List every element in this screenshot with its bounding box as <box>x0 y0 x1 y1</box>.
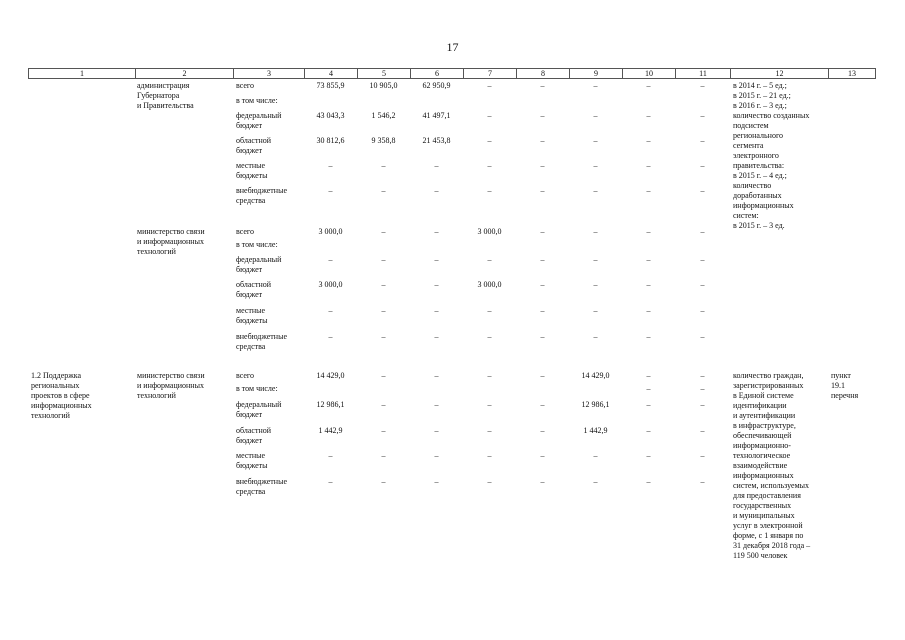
header-col-4: 4 <box>304 69 357 79</box>
value-cell: – <box>328 451 333 460</box>
dash-cell: – <box>700 81 705 90</box>
dash-cell: – <box>646 400 651 409</box>
dash-cell: – <box>700 451 705 460</box>
dash-cell: – <box>700 255 705 264</box>
header-col-12: 12 <box>730 69 828 79</box>
result-cell: количество граждан, зарегистрированных в Единой системе идентификации и аутентификации в инфраструктуре, обеспечивающей информационно- технологическое взаимодействие информационных систем, используемых для предоставления государственных и муниципальных услуг в электронной форме, с 1 января по 31 декабря 2018 года – 119 500 человек <box>733 371 811 560</box>
note-cell: пункт 19.1 перечня <box>831 371 859 400</box>
dash-cell: – <box>646 371 651 380</box>
dash-cell: – <box>700 306 705 315</box>
measure-cell: 1.2 Поддержка региональных проектов в сфере информационных технологий <box>31 371 92 420</box>
dash-cell: – <box>646 477 651 486</box>
value-cell: 3 000,0 <box>477 227 502 236</box>
dash-cell: – <box>646 227 651 236</box>
dash-cell: – <box>540 81 545 90</box>
row-label: внебюджетные средства <box>236 332 287 351</box>
header-col-8: 8 <box>516 69 569 79</box>
row-label: областной бюджет <box>236 426 272 445</box>
value-cell: 30 812,6 <box>316 136 345 145</box>
dash-cell: – <box>487 186 492 195</box>
dash-cell: – <box>487 426 492 435</box>
row-label: всего <box>236 371 255 380</box>
dash-cell: – <box>700 227 705 236</box>
header-col-10: 10 <box>622 69 675 79</box>
dash-cell: – <box>593 227 598 236</box>
dash-cell: – <box>700 186 705 195</box>
row-label: всего <box>236 81 255 90</box>
value-cell: 43 043,3 <box>316 111 345 120</box>
dash-cell: – <box>700 371 705 380</box>
dash-cell: – <box>540 477 545 486</box>
dash-cell: – <box>646 186 651 195</box>
value-cell: 3 000,0 <box>477 280 502 289</box>
dash-cell: – <box>487 451 492 460</box>
value-cell: – <box>487 332 492 341</box>
value-cell: – <box>434 332 439 341</box>
row-label: федеральный бюджет <box>236 400 282 419</box>
value-cell: – <box>434 280 439 289</box>
dash-cell: – <box>487 371 492 380</box>
value-cell: – <box>381 255 386 264</box>
value-cell: 73 855,9 <box>316 81 345 90</box>
dash-cell: – <box>593 81 598 90</box>
row-label: внебюджетные средства <box>236 477 287 496</box>
dash-cell: – <box>540 255 545 264</box>
dash-cell: – <box>540 280 545 289</box>
row-label: местные бюджеты <box>236 306 268 325</box>
value-cell: 9 358,8 <box>371 136 396 145</box>
dash-cell: – <box>540 332 545 341</box>
value-cell: 12 986,1 <box>316 400 345 409</box>
value-cell: 62 950,9 <box>422 81 451 90</box>
dash-cell: – <box>700 111 705 120</box>
dash-cell: – <box>434 426 439 435</box>
page-number: 17 <box>446 40 459 54</box>
dash-cell: – <box>700 384 705 393</box>
header-col-2: 2 <box>135 69 233 79</box>
dash-cell: – <box>487 400 492 409</box>
value-cell: 1 442,9 <box>318 426 343 435</box>
dash-cell: – <box>646 306 651 315</box>
dash-cell: – <box>381 451 386 460</box>
dash-cell: – <box>700 280 705 289</box>
dash-cell: – <box>700 477 705 486</box>
dash-cell: – <box>646 81 651 90</box>
header-col-6: 6 <box>410 69 463 79</box>
row-label: в том числе: <box>236 384 278 393</box>
dash-cell: – <box>700 332 705 341</box>
result-cell: в 2014 г. – 5 ед.; в 2015 г. – 21 ед.; в 2016 г. – 3 ед.; количество созданных подсистем регионального сегмента электронного правительства: в 2015 г. – 4 ед.; количество доработанных информационных систем: в 2015 г. – 3 ед. <box>733 81 810 230</box>
dash-cell: – <box>593 136 598 145</box>
value-cell: 3 000,0 <box>318 280 343 289</box>
value-cell: 14 429,0 <box>316 371 345 380</box>
row-label: областной бюджет <box>236 136 272 155</box>
value-cell: – <box>381 227 386 236</box>
dash-cell: – <box>700 400 705 409</box>
row-label: всего <box>236 227 255 236</box>
dash-cell: – <box>593 161 598 170</box>
value-cell: – <box>487 306 492 315</box>
header-col-7: 7 <box>463 69 516 79</box>
value-cell: – <box>487 255 492 264</box>
value-cell: – <box>381 332 386 341</box>
dash-cell: – <box>487 477 492 486</box>
value-cell: – <box>593 477 598 486</box>
row-label: внебюджетные средства <box>236 186 287 205</box>
value-cell: – <box>328 161 333 170</box>
dash-cell: – <box>434 371 439 380</box>
dash-cell: – <box>593 306 598 315</box>
dash-cell: – <box>540 426 545 435</box>
value-cell: – <box>434 161 439 170</box>
value-cell: – <box>328 477 333 486</box>
row-label: федеральный бюджет <box>236 255 282 274</box>
dash-cell: – <box>381 426 386 435</box>
dash-cell: – <box>593 111 598 120</box>
dash-cell: – <box>540 371 545 380</box>
value-cell: 12 986,1 <box>581 400 610 409</box>
dash-cell: – <box>381 371 386 380</box>
value-cell: 10 905,0 <box>369 81 398 90</box>
value-cell: – <box>593 451 598 460</box>
dash-cell: – <box>646 451 651 460</box>
header-col-13: 13 <box>828 69 876 79</box>
header-col-11: 11 <box>675 69 730 79</box>
header-col-3: 3 <box>233 69 304 79</box>
dash-cell: – <box>700 136 705 145</box>
value-cell: – <box>434 227 439 236</box>
dash-cell: – <box>540 136 545 145</box>
executor-cell: министерство связи и информационных технологий <box>137 227 205 256</box>
dash-cell: – <box>540 161 545 170</box>
dash-cell: – <box>487 136 492 145</box>
header-col-1: 1 <box>28 69 135 79</box>
value-cell: – <box>381 306 386 315</box>
dash-cell: – <box>593 255 598 264</box>
value-cell: – <box>381 186 386 195</box>
dash-cell: – <box>434 477 439 486</box>
value-cell: 41 497,1 <box>422 111 451 120</box>
value-cell: – <box>328 255 333 264</box>
value-cell: – <box>381 280 386 289</box>
dash-cell: – <box>593 186 598 195</box>
value-cell: – <box>328 306 333 315</box>
header-col-9: 9 <box>569 69 622 79</box>
dash-cell: – <box>646 161 651 170</box>
dash-cell: – <box>646 136 651 145</box>
row-label: в том числе: <box>236 240 278 249</box>
dash-cell: – <box>700 426 705 435</box>
value-cell: – <box>328 332 333 341</box>
dash-cell: – <box>487 161 492 170</box>
dash-cell: – <box>540 227 545 236</box>
dash-cell: – <box>646 111 651 120</box>
value-cell: – <box>434 186 439 195</box>
dash-cell: – <box>540 111 545 120</box>
dash-cell: – <box>434 400 439 409</box>
dash-cell: – <box>487 81 492 90</box>
dash-cell: – <box>540 306 545 315</box>
value-cell: 14 429,0 <box>581 371 610 380</box>
value-cell: – <box>434 306 439 315</box>
dash-cell: – <box>646 384 651 393</box>
dash-cell: – <box>593 332 598 341</box>
row-label: местные бюджеты <box>236 451 268 470</box>
row-label: федеральный бюджет <box>236 111 282 130</box>
executor-cell: министерство связи и информационных технологий <box>137 371 205 400</box>
dash-cell: – <box>593 280 598 289</box>
dash-cell: – <box>381 400 386 409</box>
dash-cell: – <box>434 451 439 460</box>
value-cell: 1 546,2 <box>371 111 396 120</box>
dash-cell: – <box>646 255 651 264</box>
header-col-5: 5 <box>357 69 410 79</box>
value-cell: – <box>381 161 386 170</box>
value-cell: 1 442,9 <box>583 426 608 435</box>
table-header <box>28 68 876 79</box>
dash-cell: – <box>540 451 545 460</box>
value-cell: 3 000,0 <box>318 227 343 236</box>
dash-cell: – <box>540 186 545 195</box>
dash-cell: – <box>646 426 651 435</box>
value-cell: 21 453,8 <box>422 136 451 145</box>
value-cell: – <box>328 186 333 195</box>
dash-cell: – <box>540 400 545 409</box>
dash-cell: – <box>700 161 705 170</box>
dash-cell: – <box>381 477 386 486</box>
row-label: местные бюджеты <box>236 161 268 180</box>
row-label: областной бюджет <box>236 280 272 299</box>
executor-cell: администрация Губернатора и Правительства <box>137 81 194 110</box>
dash-cell: – <box>646 332 651 341</box>
dash-cell: – <box>646 280 651 289</box>
dash-cell: – <box>487 111 492 120</box>
value-cell: – <box>434 255 439 264</box>
row-label: в том числе: <box>236 96 278 105</box>
